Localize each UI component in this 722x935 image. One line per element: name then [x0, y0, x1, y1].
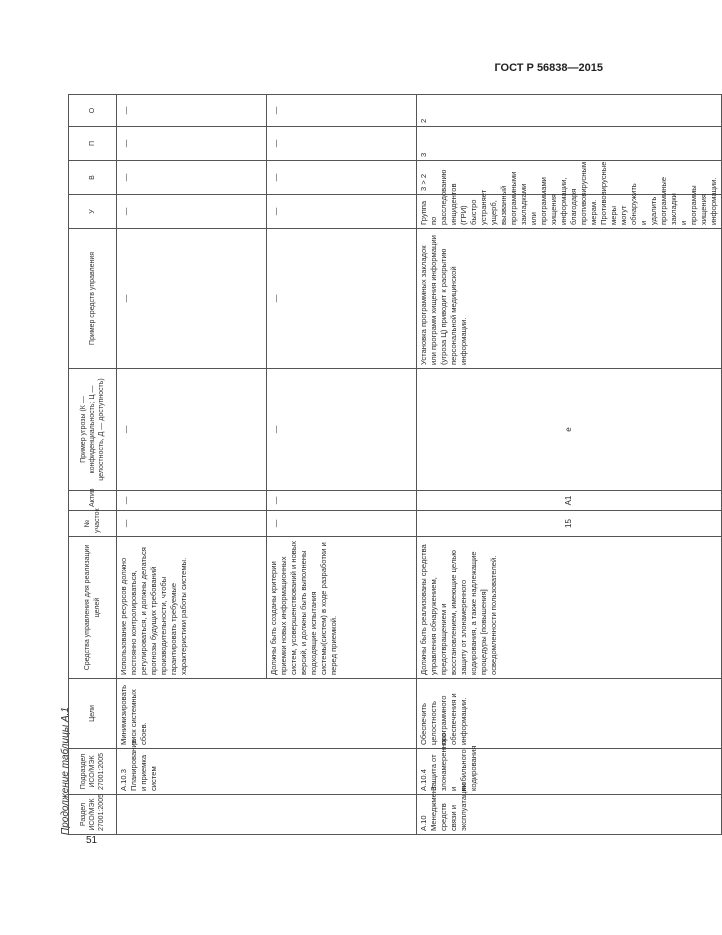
controls-cell: Должны быть созданы критерии приемки новых информационных систем, усовершенствований и новых версий, и должны быть выполнены подходящие испытания системы(систем) в ходе разработки и перед приемкой.: [267, 537, 417, 679]
section-cell: А.10 Менеджмент средств связи и эксплуатации: [417, 795, 722, 835]
asset-cell: [117, 491, 267, 511]
standard-header: ГОСТ Р 56838—2015: [494, 62, 603, 74]
risk-table: [68, 94, 722, 835]
col-header-asset: Актив: [69, 491, 117, 511]
dash-text: —: [271, 519, 280, 528]
control-example-cell: [267, 229, 417, 369]
col-header-o: О: [69, 95, 117, 127]
dash-text: —: [121, 139, 130, 148]
dash-text: —: [271, 294, 280, 303]
subsection-cell: А.10.3 Планирование и приемка систем: [117, 749, 417, 795]
dash-text: —: [121, 207, 130, 216]
table-row: [417, 95, 722, 835]
col-header-control-example: Пример средств управления: [69, 229, 117, 369]
col-header-threat: Пример угрозы (К — конфиденциальность; Ц — целостность, Д — доступность): [69, 369, 117, 491]
threat-cell: [267, 369, 417, 491]
u-cell: [117, 195, 267, 229]
asset-cell: [267, 491, 417, 511]
p-cell: [117, 127, 267, 161]
dash-text: —: [271, 496, 280, 505]
u-cell: [267, 195, 417, 229]
table-continuation-label: Продолжение таблицы А.1: [60, 707, 71, 835]
col-header-p: П: [69, 127, 117, 161]
threat-cell: [117, 369, 267, 491]
p-cell: [267, 127, 417, 161]
threat-cell: Установка программных закладок или программ хищения информации (угроза Ц) приводит к раскрытию персональной медицинской информации.: [417, 229, 722, 369]
dash-text: —: [121, 496, 130, 505]
section-cell-empty: [117, 795, 417, 835]
dash-text: —: [271, 139, 280, 148]
o-cell: [267, 95, 417, 127]
controls-cell: Использование ресурсов должно постоянно контролироваться, регулироваться, и должны делаться прогнозы будущих требований производительности, чтобы гарантировать требуемые характеристики работы системы.: [117, 537, 267, 679]
table-header-row: [69, 95, 117, 835]
v-cell: [117, 161, 267, 195]
table-row: [117, 95, 267, 835]
asset-cell: A1: [417, 491, 722, 511]
asset-letter-cell: e: [417, 369, 722, 491]
num-cell: 15: [417, 511, 722, 537]
goals-cell: Минимизировать риск системных сбоев.: [117, 679, 417, 749]
control-example-cell: Группа по расследованию инцидентов (ГРИ) быстро устраняет ущерб, вызванный программными закладками или программами хищения информации, благодаря противовирусным мерам. Противовирусные меры могут обнаружить и удалить программные закладки и программы хищения информации.: [417, 195, 722, 229]
dash-text: —: [121, 173, 130, 182]
num-cell: [267, 511, 417, 537]
u-cell: 3 > 2: [417, 161, 722, 195]
v-cell: [267, 161, 417, 195]
dash-text: —: [271, 207, 280, 216]
page-number: 51: [86, 835, 98, 846]
p-cell: 2: [417, 95, 722, 127]
col-header-u: У: [69, 195, 117, 229]
col-header-v: В: [69, 161, 117, 195]
col-header-subsection: Подраздел ИСО/МЭК 27001:2005: [69, 749, 117, 795]
col-header-section: Раздел ИСО/МЭК 27001:2005: [69, 795, 117, 835]
col-header-num: № участок: [69, 511, 117, 537]
subsection-cell: А.10.4 Защита от злонамеренного и мобильного кодирования: [417, 749, 722, 795]
dash-text: —: [271, 425, 280, 434]
col-header-goals: Цели: [69, 679, 117, 749]
controls-cell: Должны быть реализованы средства управления обнаружением, предотвращением и восстановлением, имеющие целью защиту от злонамеренного кодирования, а также надлежащие процедуры [повышения] осведомленности пользователей.: [417, 537, 722, 679]
rotated-table-container: [68, 95, 719, 835]
dash-text: —: [271, 173, 280, 182]
o-cell: [117, 95, 267, 127]
dash-text: —: [121, 106, 130, 115]
v-cell: 3: [417, 127, 722, 161]
goals-cell: Обеспечить целостность программного обеспечения и информации.: [417, 679, 722, 749]
dash-text: —: [271, 106, 280, 115]
num-cell: [117, 511, 267, 537]
dash-text: —: [121, 425, 130, 434]
control-example-cell: [117, 229, 267, 369]
dash-text: —: [121, 294, 130, 303]
col-header-controls: Средства управления для реализации целей: [69, 537, 117, 679]
dash-text: —: [121, 519, 130, 528]
